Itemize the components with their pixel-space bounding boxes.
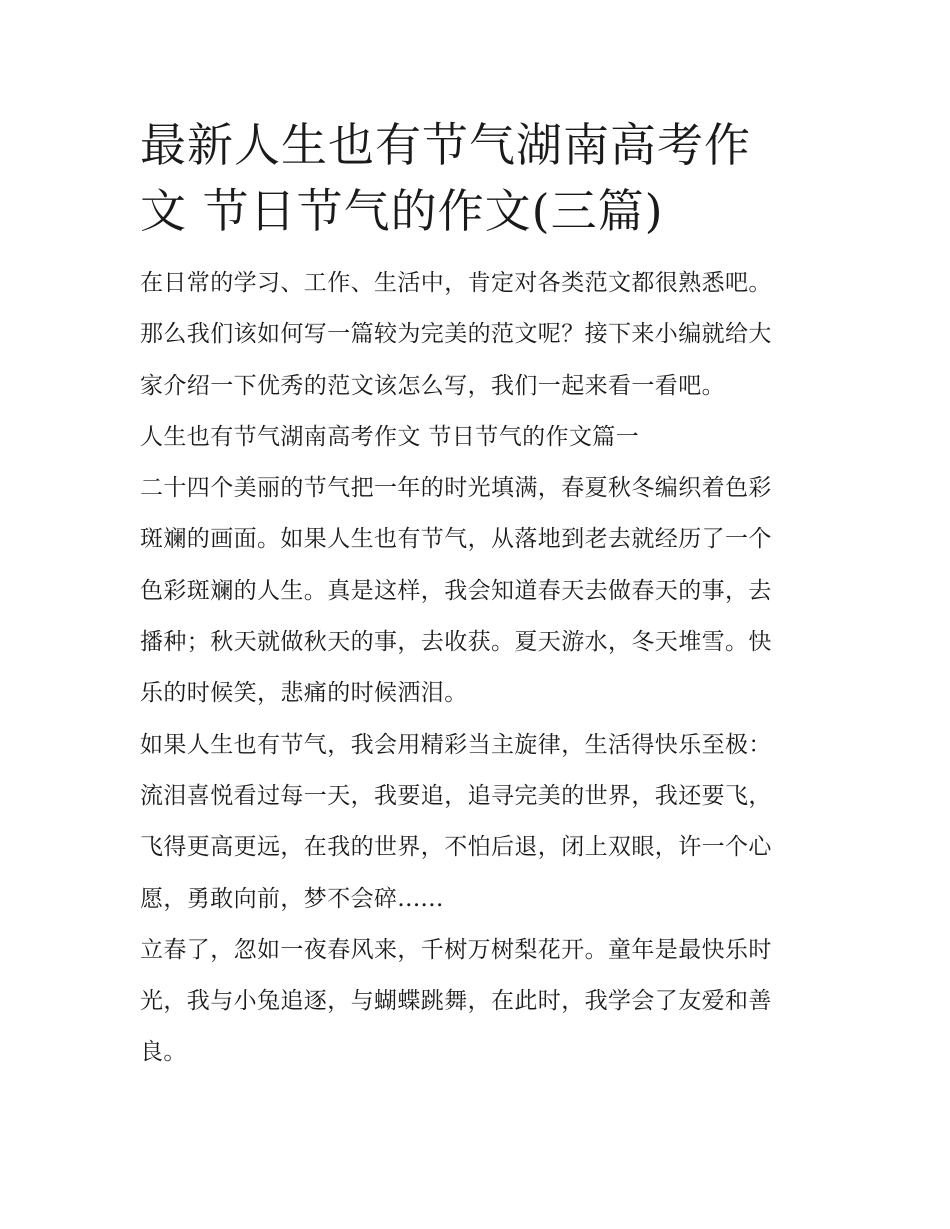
body-paragraph: 如果人生也有节气，我会用精彩当主旋律，生活得快乐至极： 流泪喜悦看过每一天，我要追，追寻完美的世界，我还要飞， 飞得更高更远，在我的世界，不怕后退，闭上双眼，许一个心 愿，勇敢向前，梦不会碎...... bbox=[140, 731, 772, 912]
section-heading: 人生也有节气湖南高考作文 节日节气的作文篇一 bbox=[140, 423, 640, 450]
intro-paragraph: 在日常的学习、工作、生活中，肯定对各类范文都很熟悉吧。 那么我们该如何写一篇较为完美的范文呢？接下来小编就给大 家介绍一下优秀的范文该怎么写，我们一起来看一看吧。 bbox=[140, 270, 772, 399]
document-body bbox=[140, 112, 815, 1079]
body-paragraph: 二十四个美丽的节气把一年的时光填满，春夏秋冬编织着色彩 斑斓的画面。如果人生也有节气，从落地到老去就经历了一个 色彩斑斓的人生。真是这样，我会知道春天去做春天的事，去 播种；秋天就做秋天的事，去收获。夏天游水，冬天堆雪。快 乐的时候笑，悲痛的时候洒泪。 bbox=[140, 475, 772, 707]
body-paragraph: 立春了，忽如一夜春风来，千树万树梨花开。童年是最快乐时 光，我与小兔追逐，与蝴蝶跳舞，在此时，我学会了友爱和善 良。 bbox=[140, 936, 772, 1066]
document-title: 最新人生也有节气湖南高考作 文 节日节气的作文(三篇) bbox=[140, 118, 751, 238]
